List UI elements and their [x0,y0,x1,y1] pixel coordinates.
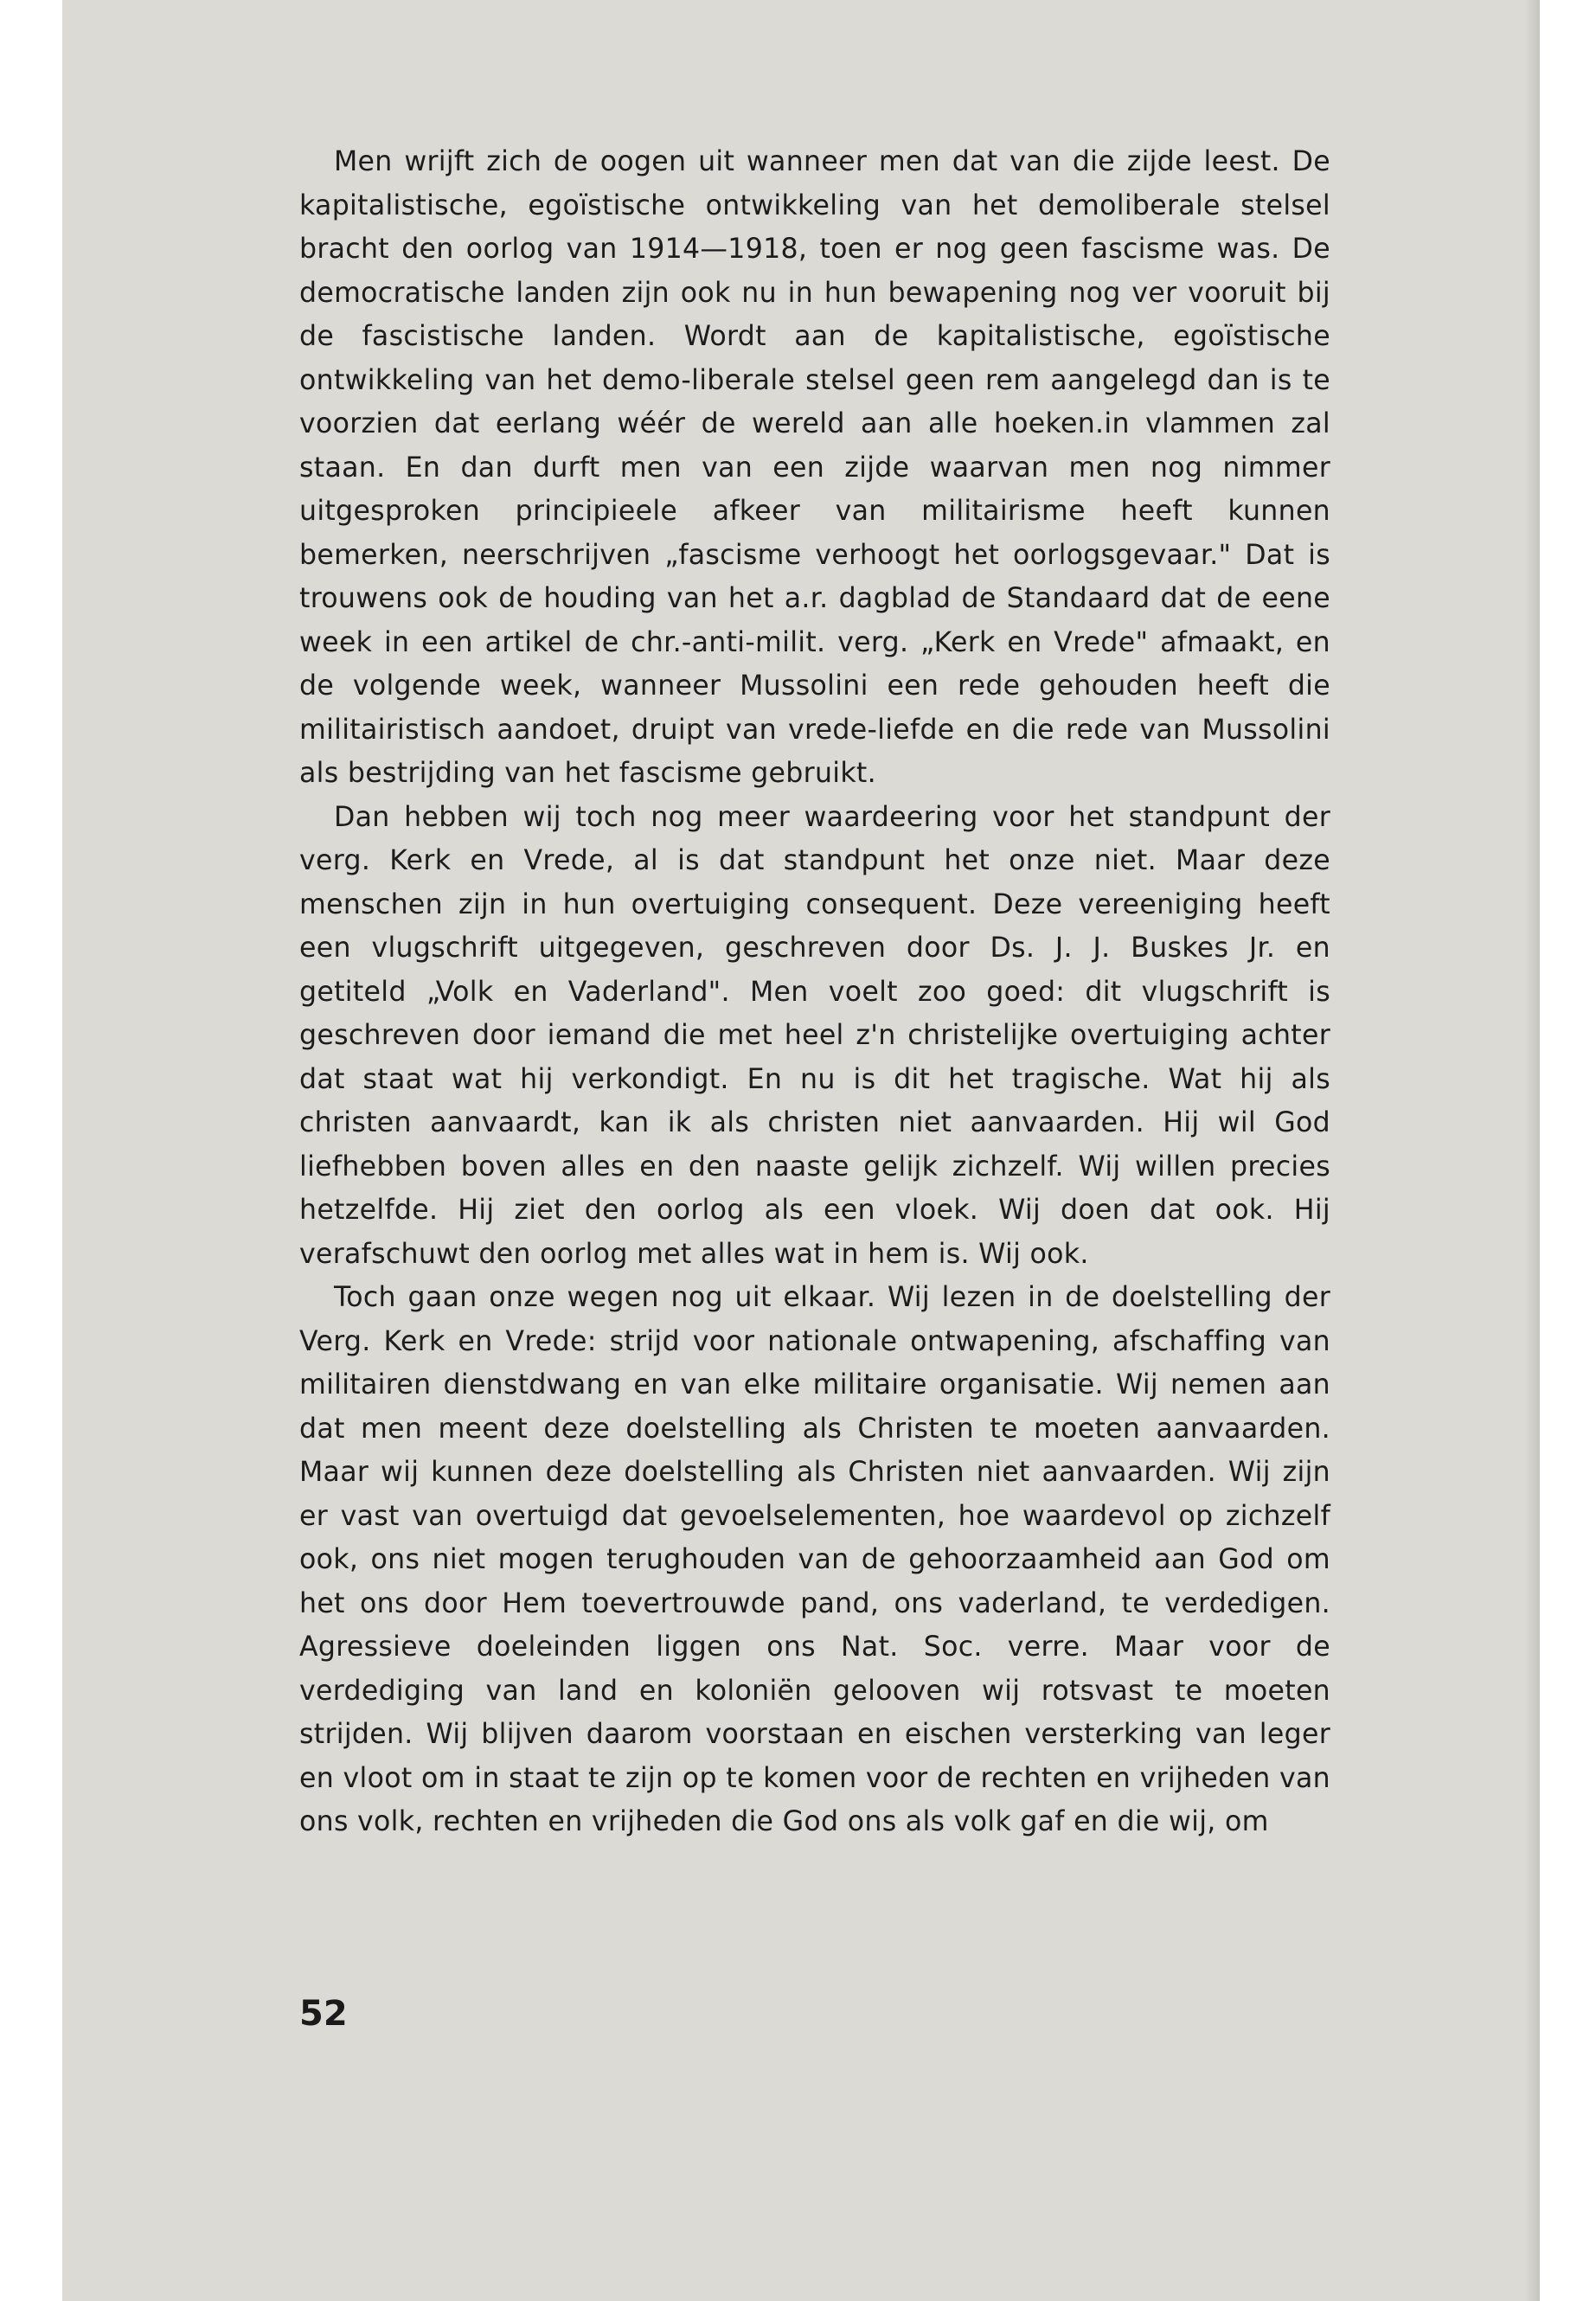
paragraph-3: Toch gaan onze wegen nog uit elkaar. Wij lezen in de doelstelling der Verg. Kerk en Vrede: strijd voor nationale ontwapening, afschaffing van militairen dienstdwang en van elke militaire organisatie. Wij nemen aan dat men meent deze doelstelling als Christen te moeten aanvaarden. Maar wij kunnen deze doelstelling als Christen niet aanvaarden. Wij zijn er vast van overtuigd dat gevoelselementen, hoe waardevol op zichzelf ook, ons niet mogen terughouden van de gehoorzaamheid aan God om het ons door Hem toevertrouwde pand, ons vaderland, te verdedigen. Agressieve doeleinden liggen ons Nat. Soc. verre. Maar voor de verdediging van land en koloniën gelooven wij rotsvast te moeten strijden. Wij blijven daarom voorstaan en eischen versterking van leger en vloot om in staat te zijn op te komen voor de rechten en vrijheden van ons volk, rechten en vrijheden die God ons als volk gaf en die wij, om [299,1282,1330,1837]
body-text [299,140,1330,1844]
paragraph-1: Men wrijft zich de oogen uit wanneer men dat van die zijde leest. De kapitalistische, egoïstische ontwikkeling van het demoliberale stelsel bracht den oorlog van 1914—1918, toen er nog geen fascisme was. De democratische landen zijn ook nu in hun bewapening nog ver vooruit bij de fascistische landen. Wordt aan de kapitalistische, egoïstische ontwikkeling van het demo-liberale stelsel geen rem aangelegd dan is te voorzien dat eerlang wéér de wereld aan alle hoeken.in vlammen zal staan. En dan durft men van een zijde waarvan men nog nimmer uitgesproken principieele afkeer van militairisme heeft kunnen bemerken, neerschrijven „fascisme verhoogt het oorlogsgevaar." Dat is trouwens ook de houding van het a.r. dagblad de Standaard dat de eene week in een artikel de chr.-anti-milit. verg. „Kerk en Vrede" afmaakt, en de volgende week, wanneer Mussolini een rede gehouden heeft die militairistisch aandoet, druipt van vrede-liefde en die rede van Mussolini als bestrijding van het fascisme gebruikt. [299,146,1330,789]
scan-left-margin [0,0,62,2301]
page-edge-shadow [1524,0,1540,2301]
paragraph-2: Dan hebben wij toch nog meer waardeering voor het standpunt der verg. Kerk en Vrede, al is dat standpunt het onze niet. Maar deze menschen zijn in hun overtuiging consequent. Deze vereeniging heeft een vlugschrift uitgegeven, geschreven door Ds. J. J. Buskes Jr. en getiteld „Volk en Vaderland". Men voelt zoo goed: dit vlugschrift is geschreven door iemand die met heel z'n christelijke overtuiging achter dat staat wat hij verkondigt. En nu is dit het tragische. Wat hij als christen aanvaardt, kan ik als christen niet aanvaarden. Hij wil God liefhebben boven alles en den naaste gelijk zichzelf. Wij willen precies hetzelfde. Hij ziet den oorlog als een vloek. Wij doen dat ook. Hij verafschuwt den oorlog met alles wat in hem is. Wij ook. [299,801,1330,1270]
scan-right-margin [1540,0,1596,2301]
page-number: 52 [299,1994,348,2034]
